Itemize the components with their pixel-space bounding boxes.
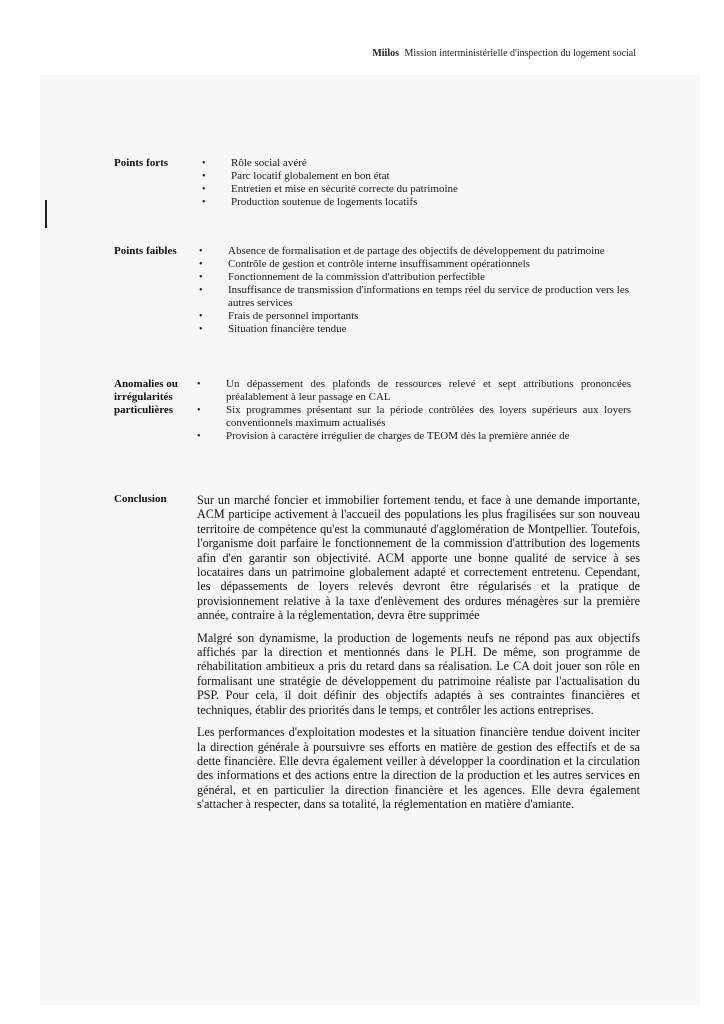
bullet-icon: • [199,311,203,322]
anomalies-section [114,378,634,448]
margin-mark [45,200,47,228]
list-item: • Absence de formalisation et de partage des objectifs de développement du patrimoine [199,245,605,257]
list-item: • Production soutenue de logements locatifs [202,196,418,208]
list-item: • Insuffisance de transmission d'informations en temps réel du service de production vers les autres services [199,284,629,309]
list-item: • Rôle social avéré [202,157,307,169]
bullet-icon: • [202,171,206,182]
bullet-icon: • [197,405,201,416]
bullet-icon: • [202,184,206,195]
strengths-label: Points forts [114,157,169,169]
list-item: • Entretien et mise en sécurité correcte du patrimoine [202,183,458,195]
bullet-icon: • [199,324,203,335]
list-item: • Frais de personnel importants [199,310,359,322]
conclusion-text [197,493,640,820]
weaknesses-section [114,245,634,365]
strengths-list [202,157,542,209]
paragraph: Les performances d'exploitation modestes et la situation financière tendue doivent inciter la direction générale à poursuivre ses efforts en matière de gestion des effectifs et de sa dette financière. Elle devra également veiller à développer la coordination et la circulation des informations et des actions entre la direction de la production et les autres services en général, et en particulier la direction financière et les agences. Elle devra également s'attacher à respecter, dans sa totalité, la réglementation en matière d'amiante. [197,725,640,812]
bullet-icon: • [197,431,201,442]
bullet-icon: • [199,285,203,296]
bullet-icon: • [199,259,203,270]
weaknesses-list [199,245,629,336]
list-item: • Un dépassement des plafonds de ressources relevé et sept attributions prononcées préalablement à leur passage en CAL [197,378,631,403]
list-item: • Parc locatif globalement en bon état [202,170,390,182]
paragraph: Sur un marché foncier et immobilier fortement tendu, et face à une demande importante, ACM participe activement à l'accueil des populations les plus fragilisées sur son nouveau territoire de compétence qu'est la communauté d'agglomération de Montpellier. Toutefois, l'organisme doit parfaire le fonctionnement de la commission d'attribution des logements afin d'en garantir son objectivité. ACM apporte une bonne qualité de service à ses locataires dans un patrimoine globalement adapté et correctement entretenu. Cependant, les dépassements de loyers relevés devront être régularisés et la pratique de provisionnement relative à la taxe d'enlèvement des ordures ménagères sur la première année, contraire à la réglementation, devra être supprimée [197,493,640,623]
anomalies-label: Anomalies ou irrégularités particulières [114,378,178,416]
header-brand: Miilos [372,48,400,59]
list-item: • Situation financière tendue [199,323,347,335]
list-item: • Contrôle de gestion et contrôle interne insuffisamment opérationnels [199,258,530,270]
list-item: • Fonctionnement de la commission d'attribution perfectible [199,271,486,283]
conclusion-label: Conclusion [114,493,167,505]
bullet-icon: • [199,272,203,283]
page-header [372,48,636,59]
header-title: Mission interministérielle d'inspection du logement social [404,48,636,59]
bullet-icon: • [199,246,203,257]
list-item: • Six programmes présentant sur la période contrôlées des loyers supérieurs aux loyers conventionnels maximum actualisés [197,404,631,429]
paragraph: Malgré son dynamisme, la production de logements neufs ne répond pas aux objectifs affichés par la direction et mentionnés dans le PLH. De même, son programme de réhabilitation ambitieux a pris du retard dans sa réalisation. Le CA doit jouer son rôle en formalisant une stratégie de développement du patrimoine réaliste par l'actualisation du PSP. Pour cela, il doit définir des objectifs adaptés à ses contraintes financières et techniques, établir des priorités dans le temps, et contrôler les actions entreprises. [197,630,640,717]
bullet-icon: • [202,158,206,169]
list-item: • Provision à caractère irrégulier de charges de TEOM dès la première année de [197,430,570,442]
anomalies-list [197,378,631,444]
strengths-section [114,157,634,217]
bullet-icon: • [202,197,206,208]
bullet-icon: • [197,379,201,390]
weaknesses-label: Points faibles [114,245,177,257]
